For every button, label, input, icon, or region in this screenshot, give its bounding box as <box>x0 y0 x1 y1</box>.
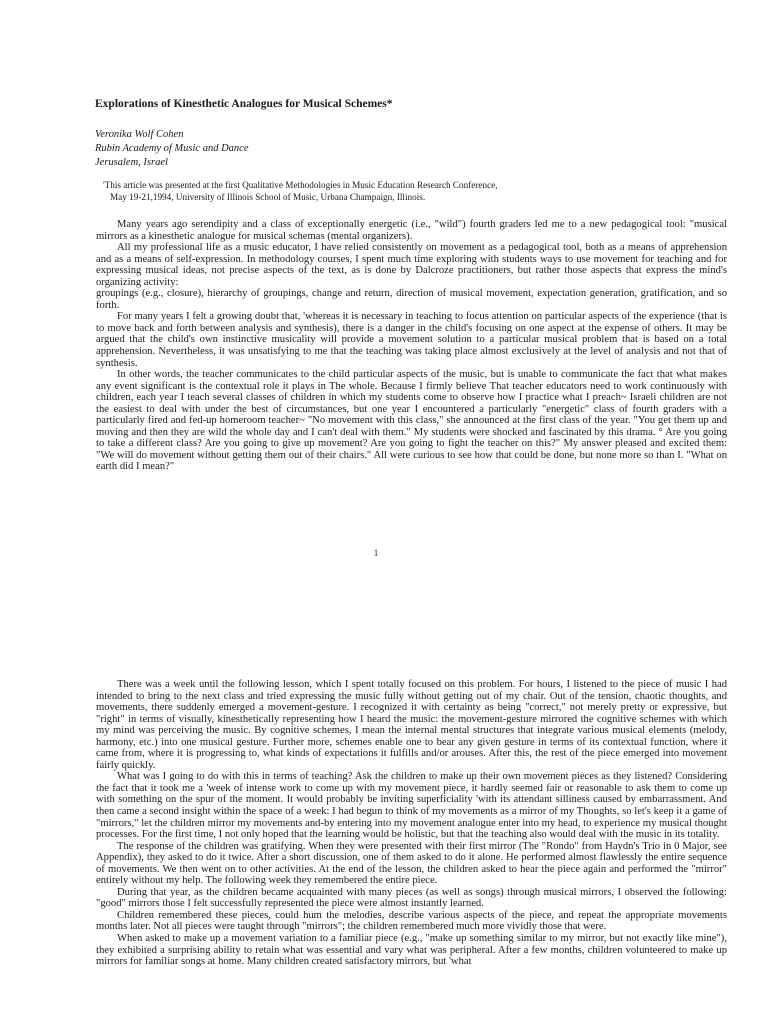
author-name: Veronika Wolf Cohen <box>95 129 184 140</box>
footnote-line-1: 'This article was presented at the first Qualitative Methodologies in Music Education Research Conference, <box>103 180 498 190</box>
page-1-body <box>96 219 727 473</box>
paragraph: All my professional life as a music educator, I have relied consistently on movement as a pedagogical tool, both as a means of apprehension and as a means of self-expression. In methodology courses, I spent much time exploring with students ways to use movement for teaching and for expressing musical ideas, not precise aspects of the text, as is done by Dalcroze practitioners, but rather those aspects that express the mind's organizing activity: <box>96 242 727 288</box>
paragraph: The response of the children was gratifying. When they were presented with their first mirror (The "Rondo" from Haydn's Trio in 0 Major, see Appendix), they asked to do it twice. After a short discussion, one of them asked to do it alone. He performed almost flawlessly the entire sequence of movements. We then went on to other activities. At the end of the lesson, the children asked to hear the piece again and performed the "mirror" entirely without my help. The following week they remembered the entire piece. <box>96 840 727 887</box>
paragraph: There was a week until the following lesson, which I spent totally focused on this problem. For hours, I listened to the piece of music I had intended to bring to the next class and tried expressing the music fully without getting out of my chair. Out of the tension, chaotic thoughts, and movements, there suddenly emerged a movement-gesture. I recognized it with certainty as being "correct," not merely pretty or expressive, but "right" in terms of visually, kinesthetically representing how I heard the music: the movement-gesture mirrored the cognitive schemes with which my mind was perceiving the music. By cognitive schemes, I mean the internal mental structures that integrate various musical elements (melody, harmony, etc.) into one musical gesture. Further more, schemes enable one to bear any given gesture in terms of its contextual function, where it came from, where it is progressing to, what kinds of expectations it fulfills and/or arouses. After this, the rest of the piece emerged into movement fairly quickly. <box>96 679 727 771</box>
page-number: 1 <box>373 548 379 558</box>
page-2-body <box>96 679 727 968</box>
paragraph: Many years ago serendipity and a class of exceptionally energetic (i.e., "wild") fourth graders led me to a new pedagogical tool: "musical mirrors as a kinesthetic analogue for musical schemas (mental organizers). <box>96 219 727 242</box>
author-institution: Rubin Academy of Music and Dance <box>95 143 249 154</box>
paragraph: During that year, as the children became acquainted with many pieces (as well as songs) through musical mirrors, I observed the following: "good" mirrors those I felt successfully represented the piece were almost instantly learned. <box>96 886 727 910</box>
paragraph: When asked to make up a movement variation to a familiar piece (e.g., "make up something similar to my mirror, but not exactly like mine"), they exhibited a surprising ability to retain what was essential and vary what was peripheral. After a few months, children volunteered to make up mirrors for familiar songs at home. Many children created satisfactory mirrors, but 'what <box>96 933 727 968</box>
author-location: Jerusalem, Israel <box>95 157 168 168</box>
paragraph: For many years I felt a growing doubt that, 'whereas it is necessary in teaching to focus attention on particular aspects of the experience (that is to move back and forth between analysis and synthesis), there is a danger in the child's focusing on one aspect at the expense of others. It may be argued that the child's own instinctive musicality will provide a movement solution to a particular musical problem that is based on a total apprehension. Nevertheless, it was unsatisfying to me that the teaching was taking place almost exclusively at the level of analysis and not that of synthesis. <box>96 311 727 369</box>
footnote-line-2: May 19-21,1994, University of Illinois School of Music, Urbana Champaign, Illinois. <box>110 191 426 202</box>
paragraph: What was I going to do with this in terms of teaching? Ask the children to make up their own movement pieces as they listened? Considering the fact that it took me a 'week of intense work to come up with my movement piece, it hardly seemed fair or reasonable to ask them to come up with something on the spur of the moment. It would probably be inviting superficiality 'with its attendant silliness caused by embarrassment. And then came a second insight within the space of a week: I had begun to think of my movements as a mirror of my Thoughts, so let's keep it a game of "mirrors," let the children mirror my movements and-by entering into my movement analogue enter into my head, to experience my musical thought processes. For the first time, I not only hoped that the learning would be holistic, but that the teaching also would deal with the music in its totality. <box>96 771 727 841</box>
paragraph: groupings (e.g., closure), hierarchy of groupings, change and return, direction of musical movement, expectation generation, gratification, and so forth. <box>96 288 727 311</box>
footnote <box>103 180 743 203</box>
document-title: Explorations of Kinesthetic Analogues for Musical Schemes* <box>95 98 393 110</box>
author-block <box>95 128 735 170</box>
paragraph: In other words, the teacher communicates to the child particular aspects of the music, but is unable to communicate the fact that what makes any event significant is the contextual role it plays in The whole. Because I firmly believe That teacher educators need to work continuously with children, each year I teach several classes of children in which my students come to observe how I practice what I preach~ Israeli children are not the easiest to deal with under the best of circumstances, but one year I encountered a particularly "energetic" class of fourth graders with a particularly fired and fed-up homeroom teacher~ "No movement with this class," she announced at the first class of the year. "You get them up and moving and then they are wild the whole day and I can't deal with them." My students were shocked and fascinated by this drama. ° Are you going to take a different class? Are you going to give up movement? Are you going to fight the teacher on this?" My answer pleased and excited them: "We will do movement without getting them out of their chairs." All were curious to see how that could be done, but none more so than I. "What on earth did I mean?" <box>96 369 727 473</box>
paragraph: Children remembered these pieces, could hum the melodies, describe various aspects of the piece, and repeat the appropriate movements months later. Not all pieces were taught through "mirrors"; the children remembered much more vividly those that were. <box>96 909 727 933</box>
